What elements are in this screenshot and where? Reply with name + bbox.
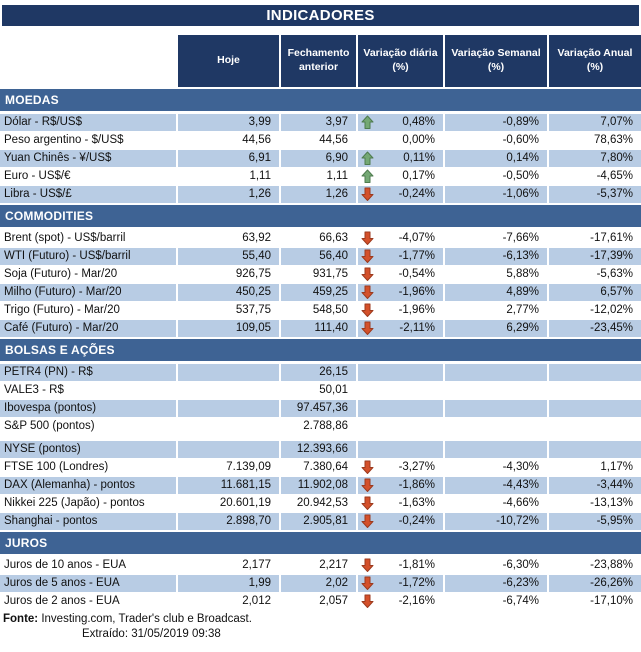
cell-variacao-diaria: -1,96% [358,302,445,319]
cell-hoje: 109,05 [178,320,281,337]
cell-hoje [178,382,281,399]
section-header-juros: JUROS [0,532,641,554]
cell-fechamento: 44,56 [281,132,358,149]
down-arrow-icon [361,231,375,246]
down-arrow-icon [361,558,375,573]
table-row [0,230,641,247]
column-header-fechamento: Fechamento anterior [281,35,358,87]
cell-variacao-semanal: -4,43% [445,477,549,494]
cell-hoje: 3,99 [178,114,281,131]
extracted-line: Extraído: 31/05/2019 09:38 [82,628,221,640]
cell-label: Trigo (Futuro) - Mar/20 [0,302,178,319]
down-arrow-icon [361,321,375,336]
cell-hoje: 44,56 [178,132,281,149]
cell-fechamento: 2,02 [281,575,358,592]
cell-hoje: 6,91 [178,150,281,167]
cell-variacao-diaria: -0,24% [358,186,445,203]
cell-variacao-semanal: -1,06% [445,186,549,203]
down-arrow-icon [361,496,375,511]
table-row [0,477,641,494]
table-row [0,320,641,337]
column-header-hoje: Hoje [178,35,281,87]
cell-label: Shanghai - pontos [0,513,178,530]
cell-variacao-diaria: -1,96% [358,284,445,301]
cell-label: Brent (spot) - US$/barril [0,230,178,247]
column-header-variacao-diaria: Variação diária (%) [358,35,445,87]
cell-variacao-anual: -12,02% [590,304,633,316]
cell-label: WTI (Futuro) - US$/barril [0,248,178,265]
footer [0,612,641,642]
cell-variacao-anual: -23,88% [590,559,633,571]
cell-variacao-semanal: 0,14% [445,150,549,167]
cell-fechamento: 2,057 [281,593,358,610]
cell-variacao-diaria [358,400,445,417]
cell-hoje [178,364,281,381]
cell-hoje: 1,26 [178,186,281,203]
section-header-commodities: COMMODITIES [0,205,641,227]
cell-variacao-anual: 6,57% [600,286,633,298]
table-row [0,441,641,458]
up-arrow-icon [361,151,375,166]
cell-fechamento: 1,11 [281,168,358,185]
cell-fechamento: 548,50 [281,302,358,319]
cell-variacao-diaria: -1,86% [358,477,445,494]
table-row [0,593,641,610]
cell-variacao-anual: -17,61% [590,232,633,244]
cell-variacao-semanal: 5,88% [445,266,549,283]
cell-hoje: 20.601,19 [178,495,281,512]
cell-variacao-diaria: -1,63% [358,495,445,512]
cell-variacao-anual: -3,44% [596,479,633,491]
cell-variacao-anual: -13,13% [590,497,633,509]
cell-variacao-semanal [445,400,549,417]
table-row [0,302,641,319]
cell-fechamento: 2.788,86 [281,418,358,435]
down-arrow-icon [361,594,375,609]
table-row [0,114,641,131]
cell-fechamento: 3,97 [281,114,358,131]
cell-variacao-diaria: -1,81% [358,557,445,574]
cell-hoje [178,441,281,458]
cell-label: Café (Futuro) - Mar/20 [0,320,178,337]
cell-variacao-anual: -5,63% [596,268,633,280]
cell-variacao-anual [549,364,641,381]
cell-variacao-diaria [358,382,445,399]
table-row [0,575,641,592]
section-header-bolsas-e-a-es: BOLSAS E AÇÕES [0,339,641,361]
column-header-variacao-anual: Variação Anual (%) [549,35,641,87]
down-arrow-icon [361,514,375,529]
cell-variacao-semanal: 6,29% [445,320,549,337]
column-header-variacao-semanal: Variação Semanal (%) [445,35,549,87]
table-row [0,418,641,435]
table-row [0,248,641,265]
cell-variacao-semanal [445,441,549,458]
down-arrow-icon [361,267,375,282]
cell-fechamento: 7.380,64 [281,459,358,476]
cell-label: Euro - US$/€ [0,168,178,185]
cell-variacao-diaria: -2,11% [358,320,445,337]
cell-fechamento: 931,75 [281,266,358,283]
cell-variacao-anual: -4,65% [596,170,633,182]
table-row [0,266,641,283]
up-arrow-icon [361,115,375,130]
cell-fechamento: 1,26 [281,186,358,203]
cell-fechamento: 12.393,66 [281,441,358,458]
cell-fechamento: 459,25 [281,284,358,301]
cell-variacao-semanal: -7,66% [445,230,549,247]
cell-label: Milho (Futuro) - Mar/20 [0,284,178,301]
cell-variacao-diaria: 0,00% [358,132,445,149]
cell-variacao-anual [549,400,641,417]
cell-variacao-semanal: -6,13% [445,248,549,265]
cell-variacao-diaria: -2,16% [358,593,445,610]
cell-variacao-semanal: -4,30% [445,459,549,476]
cell-variacao-anual: 78,63% [593,134,633,146]
table-row [0,459,641,476]
page-title: INDICADORES [2,5,639,26]
cell-variacao-anual: 1,17% [600,461,633,473]
cell-variacao-semanal: -0,50% [445,168,549,185]
cell-label: Juros de 10 anos - EUA [0,557,178,574]
cell-label: Juros de 5 anos - EUA [0,575,178,592]
source-label: Fonte: [3,613,39,625]
cell-hoje: 450,25 [178,284,281,301]
cell-variacao-diaria [358,364,445,381]
cell-label: Yuan Chinês - ¥/US$ [0,150,178,167]
down-arrow-icon [361,303,375,318]
cell-variacao-anual [549,441,641,458]
section-header-moedas: MOEDAS [0,89,641,111]
cell-variacao-diaria: -1,77% [358,248,445,265]
cell-variacao-semanal: 4,89% [445,284,549,301]
cell-variacao-diaria [358,441,445,458]
cell-variacao-diaria: -0,54% [358,266,445,283]
table-row [0,400,641,417]
cell-fechamento: 50,01 [281,382,358,399]
cell-variacao-diaria: -1,72% [358,575,445,592]
cell-variacao-semanal: -6,30% [445,557,549,574]
down-arrow-icon [361,478,375,493]
table-row [0,557,641,574]
table-row [0,382,641,399]
cell-hoje: 63,92 [178,230,281,247]
table-row [0,364,641,381]
cell-label: Ibovespa (pontos) [0,400,178,417]
cell-hoje: 2.898,70 [178,513,281,530]
source-line [0,612,641,627]
cell-label: FTSE 100 (Londres) [0,459,178,476]
cell-hoje [178,418,281,435]
cell-label: Libra - US$/£ [0,186,178,203]
cell-variacao-semanal: -0,60% [445,132,549,149]
cell-variacao-diaria: 0,48% [358,114,445,131]
table-row [0,284,641,301]
cell-label: VALE3 - R$ [0,382,178,399]
down-arrow-icon [361,187,375,202]
cell-fechamento: 66,63 [281,230,358,247]
cell-hoje [178,400,281,417]
cell-variacao-diaria: -0,24% [358,513,445,530]
cell-variacao-diaria: 0,17% [358,168,445,185]
cell-fechamento: 2,217 [281,557,358,574]
cell-label: NYSE (pontos) [0,441,178,458]
cell-hoje: 1,11 [178,168,281,185]
cell-hoje: 926,75 [178,266,281,283]
table-row [0,150,641,167]
cell-hoje: 55,40 [178,248,281,265]
cell-label: S&P 500 (pontos) [0,418,178,435]
cell-hoje: 11.681,15 [178,477,281,494]
cell-label: Peso argentino - $/US$ [0,132,178,149]
cell-variacao-anual: -17,10% [590,595,633,607]
cell-variacao-anual [549,382,641,399]
down-arrow-icon [361,285,375,300]
cell-fechamento: 2.905,81 [281,513,358,530]
up-arrow-icon [361,169,375,184]
cell-variacao-semanal: 2,77% [445,302,549,319]
cell-label: Juros de 2 anos - EUA [0,593,178,610]
cell-fechamento: 26,15 [281,364,358,381]
cell-variacao-diaria [358,418,445,435]
cell-variacao-semanal: -0,89% [445,114,549,131]
cell-variacao-anual: -17,39% [590,250,633,262]
cell-fechamento: 20.942,53 [281,495,358,512]
cell-label: Dólar - R$/US$ [0,114,178,131]
cell-label: Nikkei 225 (Japão) - pontos [0,495,178,512]
cell-hoje: 7.139,09 [178,459,281,476]
cell-label: Soja (Futuro) - Mar/20 [0,266,178,283]
cell-variacao-diaria: -3,27% [358,459,445,476]
table-row [0,495,641,512]
table-row [0,132,641,149]
cell-hoje: 1,99 [178,575,281,592]
cell-variacao-diaria: 0,11% [358,150,445,167]
down-arrow-icon [361,576,375,591]
cell-variacao-anual: 7,07% [600,116,633,128]
cell-variacao-semanal [445,382,549,399]
cell-variacao-semanal: -10,72% [445,513,549,530]
cell-variacao-semanal: -6,74% [445,593,549,610]
cell-variacao-anual: 7,80% [600,152,633,164]
cell-variacao-anual: -5,95% [596,515,633,527]
cell-fechamento: 11.902,08 [281,477,358,494]
cell-hoje: 2,177 [178,557,281,574]
cell-fechamento: 6,90 [281,150,358,167]
cell-variacao-semanal [445,364,549,381]
cell-variacao-anual: -5,37% [596,188,633,200]
header-spacer [0,35,178,87]
cell-fechamento: 111,40 [281,320,358,337]
cell-hoje: 537,75 [178,302,281,319]
cell-label: DAX (Alemanha) - pontos [0,477,178,494]
table-row [0,168,641,185]
source-text: Investing.com, Trader's club e Broadcast. [38,613,252,625]
cell-variacao-semanal [445,418,549,435]
cell-hoje: 2,012 [178,593,281,610]
table-row [0,186,641,203]
cell-variacao-semanal: -4,66% [445,495,549,512]
cell-variacao-diaria: -4,07% [358,230,445,247]
cell-label: PETR4 (PN) - R$ [0,364,178,381]
cell-fechamento: 97.457,36 [281,400,358,417]
table-body [0,89,641,610]
column-header-row [0,35,641,87]
down-arrow-icon [361,460,375,475]
cell-variacao-anual [549,418,641,435]
cell-variacao-anual: -23,45% [590,322,633,334]
cell-variacao-semanal: -6,23% [445,575,549,592]
table-row [0,513,641,530]
cell-variacao-anual: -26,26% [590,577,633,589]
cell-fechamento: 56,40 [281,248,358,265]
down-arrow-icon [361,249,375,264]
